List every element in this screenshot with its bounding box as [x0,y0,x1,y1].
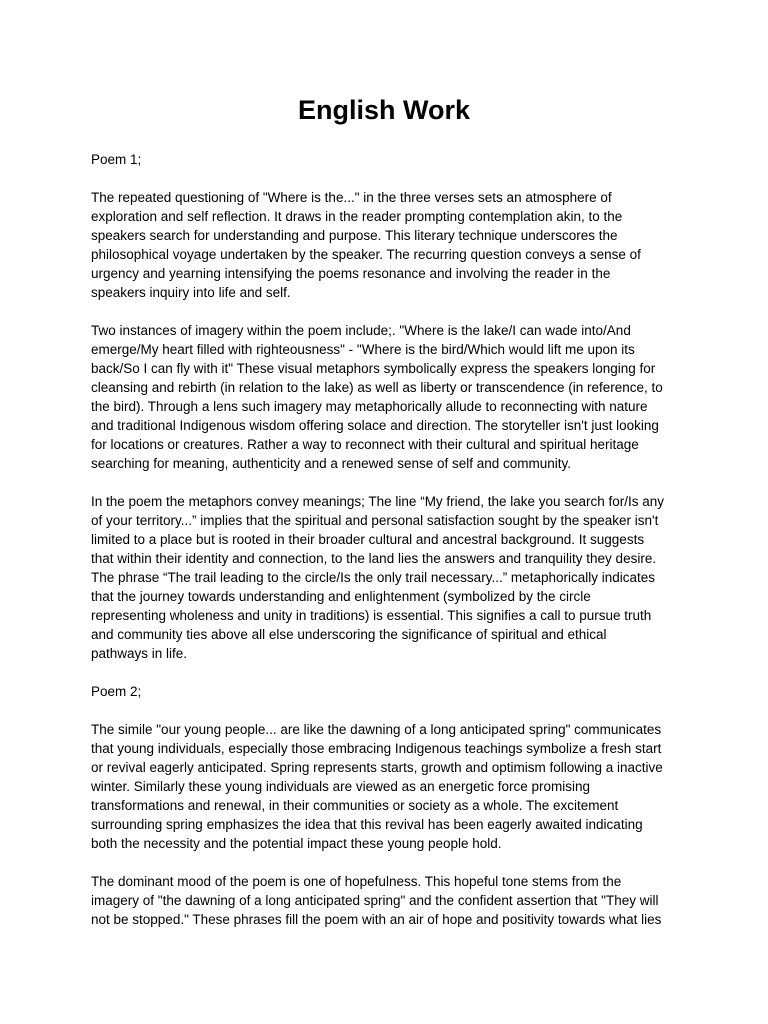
text-line: speakers search for understanding and purpose. This literary technique underscores the [91,228,618,243]
paragraph-4 [91,720,691,853]
text-line: speakers inquiry into life and self. [91,285,291,300]
text-line: that within their identity and connection, to the land lies the answers and tranquility they desire. [91,551,657,566]
heading-poem-1 [91,150,691,169]
paragraph-2 [91,321,691,473]
paragraph-5 [91,872,691,929]
text-line: The repeated questioning of "Where is the..." in the three verses sets an atmosphere of [91,190,612,205]
paragraph-1 [91,188,691,302]
text-line: Poem 1; [91,152,142,167]
text-line: the bird). Through a lens such imagery may metaphorically allude to reconnecting with nature [91,399,648,414]
text-line: Two instances of imagery within the poem include;. "Where is the lake/I can wade into/And [91,323,631,338]
text-line: In the poem the metaphors convey meanings; The line “My friend, the lake you search for/Is any [91,494,665,509]
paragraph-3 [91,492,691,663]
text-line: The simile "our young people... are like the dawning of a long anticipated spring" communicates [91,722,662,737]
text-line: emerge/My heart filled with righteousness" - "Where is the bird/Which would lift me upon its [91,342,635,357]
text-line: pathways in life. [91,646,188,661]
text-line: representing wholeness and unity in traditions) is essential. This signifies a call to pursue truth [91,608,652,623]
text-line: and community ties above all else underscoring the significance of spiritual and ethical [91,627,607,642]
paragraph-gap [91,169,691,188]
text-line: Poem 2; [91,684,142,699]
text-line: and traditional Indigenous wisdom offering solace and direction. The storyteller isn't just looking [91,418,659,433]
text-line: that the journey towards understanding and enlightenment (symbolized by the circle [91,589,591,604]
paragraph-gap [91,473,691,492]
text-line: limited to a place but is rooted in their broader cultural and ancestral background. It suggests [91,532,645,547]
text-line: imagery of "the dawning of a long anticipated spring" and the confident assertion that "They will [91,893,659,908]
text-line: winter. Similarly these young individuals are viewed as an energetic force promising [91,779,590,794]
text-line: both the necessity and the potential impact these young people hold. [91,836,502,851]
text-line: surrounding spring emphasizes the idea that this revival has been eagerly awaited indicating [91,817,643,832]
paragraph-gap [91,663,691,682]
text-line: for locations or creatures. Rather a way to reconnect with their cultural and spiritual heritage [91,437,639,452]
text-line: urgency and yearning intensifying the poems resonance and involving the reader in the [91,266,611,281]
document-body [91,150,691,929]
text-line: transformations and renewal, in their communities or society as a whole. The excitement [91,798,619,813]
text-line: that young individuals, especially those embracing Indigenous teachings symbolize a fresh start [91,741,662,756]
text-line: back/So I can fly with it" These visual metaphors symbolically express the speakers longing for [91,361,656,376]
text-line: of your territory...” implies that the spiritual and personal satisfaction sought by the speaker isn't [91,513,659,528]
document-title: English Work [297,95,471,125]
text-line: exploration and self reflection. It draws in the reader prompting contemplation akin, to the [91,209,623,224]
text-line: not be stopped." These phrases fill the poem with an air of hope and positivity towards what lies [91,912,662,927]
text-line: cleansing and rebirth (in relation to the lake) as well as liberty or transcendence (in reference, to [91,380,663,395]
text-line: searching for meaning, authenticity and a renewed sense of self and community. [91,456,572,471]
text-line: The phrase “The trail leading to the circle/Is the only trail necessary...” metaphorically indicates [91,570,656,585]
paragraph-gap [91,701,691,720]
paragraph-gap [91,853,691,872]
text-line: The dominant mood of the poem is one of hopefulness. This hopeful tone stems from the [91,874,622,889]
text-line: philosophical voyage undertaken by the speaker. The recurring question conveys a sense of [91,247,641,262]
paragraph-gap [91,302,691,321]
heading-poem-2 [91,682,691,701]
text-line: or revival eagerly anticipated. Spring represents starts, growth and optimism following a inactive [91,760,663,775]
